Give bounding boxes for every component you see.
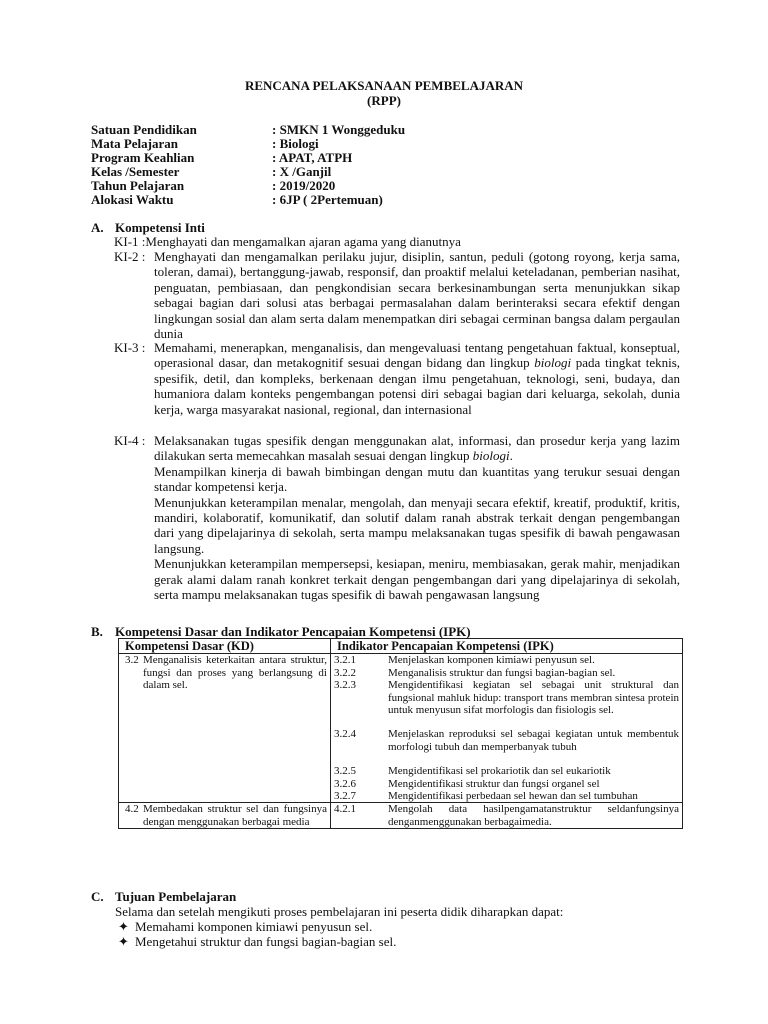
indicator-number: 4.2.1	[334, 803, 356, 816]
indicator-text: Mengidentifikasi kegiatan sel sebagai unit struktural dan fungsional mahluk hidup: transport trans membran sintesa protein untuk menyusun sifat morfologis dan fisiologis sel.	[388, 679, 679, 717]
objective-text: Memahami komponen kimiawi penyusun sel.	[135, 919, 373, 934]
indicator-text: Menjelaskan reproduksi sel sebagai kegiatan untuk membentuk morfologi tubuh dan memperbanyak tubuh	[388, 728, 679, 753]
identity-value: : Biologi	[272, 136, 319, 151]
ki-text-part: Melaksanakan tugas spesifik dengan menggunakan alat, informasi, dan prosedur kerja yang lazim dilakukan serta memecahkan masalah sesuai dengan lingkup	[154, 433, 680, 464]
ki-label: KI-4 :	[114, 433, 146, 448]
identity-label: Mata Pelajaran	[91, 136, 179, 151]
indicator-text: Mengidentifikasi sel prokariotik dan sel eukariotik	[388, 765, 611, 778]
indicator-number: 3.2.4	[334, 728, 356, 741]
kd-cell	[119, 803, 331, 829]
ki-1	[114, 234, 680, 249]
section-letter: A.	[91, 220, 104, 235]
kd-ipk-table	[118, 638, 683, 829]
list-item	[118, 919, 372, 935]
identity-label: Tahun Pelajaran	[91, 178, 185, 193]
indicator-number: 3.2.7	[334, 790, 356, 803]
list-item	[118, 934, 396, 950]
star-bullet-icon: ✦	[118, 934, 129, 949]
objectives-intro: Selama dan setelah mengikuti proses pembelajaran ini peserta didik diharapkan dapat:	[115, 904, 564, 919]
indicator-text: Mengidentifikasi struktur dan fungsi organel sel	[388, 777, 600, 790]
indicator-item	[334, 803, 679, 828]
ki-label: KI-3 :	[114, 340, 146, 355]
identity-label: Kelas /Semester	[91, 164, 180, 179]
objective-text: Mengetahui struktur dan fungsi bagian-bagian sel.	[135, 934, 397, 949]
document-title: RENCANA PELAKSANAAN PEMBELAJARAN	[244, 78, 524, 93]
ki-paragraph	[154, 433, 680, 464]
ki-label: KI-1 :	[114, 234, 146, 249]
indicator-number: 3.2.5	[334, 765, 356, 778]
ki-text: Menghayati dan mengamalkan ajaran agama yang dianutnya	[145, 234, 461, 249]
indicator-item	[334, 765, 679, 777]
indicator-item	[334, 679, 679, 716]
indicator-item	[334, 790, 679, 802]
ki-text-part: .	[509, 448, 513, 464]
identity-value: : SMKN 1 Wonggeduku	[272, 122, 406, 137]
ki-text: Menghayati dan mengamalkan perilaku jujur, disiplin, santun, peduli (gotong royong, kerja sama, toleran, damai), bertanggung-jawab, responsif, dan proaktif melalui keteladanan, pemberian nasihat, penguatan, pembiasaan, dan pengkondisian secara berkesinambungan serta menunjukkan sikap sebagai bagian dari solusi atas berbagai permasalahan dalam berinteraksi secara efektif dengan lingkungan sosial dan alam serta dalam menempatkan diri sebagai cerminan bangsa dalam pergaulan dunia	[154, 249, 680, 342]
column-header-kd: Kompetensi Dasar (KD)	[119, 639, 331, 654]
section-title: Tujuan Pembelajaran	[115, 889, 237, 904]
indicator-item	[334, 654, 679, 666]
table-row	[119, 654, 683, 803]
section-letter: C.	[91, 889, 104, 904]
star-bullet-icon: ✦	[118, 919, 129, 934]
indicator-number: 3.2.2	[334, 666, 356, 679]
indicator-number: 3.2.3	[334, 679, 356, 692]
ki-text	[154, 340, 680, 417]
indicator-text: Mengidentifikasi perbedaan sel hewan dan sel tumbuhan	[388, 790, 638, 803]
ki-text-part: pada tingkat teknis, spesifik, detil, dan kompleks, berkenaan dengan ilmu pengetahuan, teknologi, seni, budaya, dan humaniora dalam konteks pengembangan potensi diri sebagai bagian dari keluarga, sekolah, dunia kerja, warga masyarakat nasional, regional, dan internasional	[154, 355, 681, 417]
section-title: Kompetensi Dasar dan Indikator Pencapaian Kompetensi (IPK)	[115, 624, 471, 639]
ipk-cell	[331, 803, 683, 829]
indicator-number: 3.2.1	[334, 654, 356, 667]
ki-3	[114, 340, 680, 417]
ki-paragraph: Menampilkan kinerja di bawah bimbingan dengan mutu dan kuantitas yang terukur sesuai dengan standar kompetensi kerja.	[154, 463, 680, 495]
identity-value: : APAT, ATPH	[272, 150, 353, 165]
kd-number: 4.2	[125, 803, 139, 816]
kd-cell	[119, 654, 331, 803]
indicator-number: 3.2.6	[334, 777, 356, 790]
identity-value: : 2019/2020	[272, 178, 336, 193]
identity-label: Program Keahlian	[91, 150, 195, 165]
indicator-item	[334, 728, 679, 753]
ki-text-italic: biologi	[534, 355, 572, 371]
kd-text: Membedakan struktur sel dan fungsinya dengan menggunakan berbagai media	[143, 803, 327, 828]
column-header-ipk: Indikator Pencapaian Kompetensi (IPK)	[331, 639, 683, 654]
ki-2	[114, 249, 680, 341]
ki-paragraph: Menunjukkan keterampilan mempersepsi, kesiapan, meniru, membiasakan, gerak mahir, menjadikan gerak alami dalam ranah konkret terkait dengan pengembangan dari yang dipelajarinya di sekolah, serta mampu melaksanakan tugas spesifik di bawah pengawasan langsung	[154, 556, 680, 603]
indicator-text: Menganalisis struktur dan fungsi bagian-bagian sel.	[388, 666, 616, 679]
table-header-row	[119, 639, 683, 654]
kd-text: Menganalisis keterkaitan antara struktur, fungsi dan proses yang berlangsung di dalam sel.	[143, 654, 327, 692]
ki-4	[114, 433, 680, 602]
ki-text	[154, 433, 680, 602]
identity-label: Satuan Pendidikan	[91, 122, 197, 137]
identity-label: Alokasi Waktu	[91, 192, 174, 207]
table-row	[119, 803, 683, 829]
identity-value: : 6JP ( 2Pertemuan)	[272, 192, 383, 207]
ki-text-italic: biologi	[472, 448, 510, 464]
indicator-item	[334, 667, 679, 679]
identity-value: : X /Ganjil	[272, 164, 332, 179]
document-subtitle: (RPP)	[367, 93, 401, 108]
indicator-text: Mengolah data hasilpengamatanstruktur seldanfungsinya denganmenggunakan berbagaimedia.	[388, 803, 679, 828]
section-title: Kompetensi Inti	[115, 220, 205, 235]
indicator-text: Menjelaskan komponen kimiawi penyusun sel.	[388, 654, 595, 667]
ki-label: KI-2 :	[114, 249, 146, 264]
ki-text-part: Memahami, menerapkan, menganalisis, dan mengevaluasi tentang pengetahuan faktual, konseptual, operasional dasar, dan metakognitif sesuai dengan bidang dan lingkup	[154, 340, 680, 371]
section-letter: B.	[91, 624, 103, 639]
ki-paragraph: Menunjukkan keterampilan menalar, mengolah, dan menyaji secara efektif, kreatif, produktif, kritis, mandiri, kolaboratif, komunikatif, dan solutif dalam ranah abstrak terkait dengan pengembangan dari yang dipelajarinya di sekolah, serta mampu melaksanakan tugas spesifik di bawah pengawasan langsung.	[154, 494, 680, 556]
ipk-cell	[331, 654, 683, 803]
indicator-item	[334, 778, 679, 790]
kd-number: 3.2	[125, 654, 139, 667]
